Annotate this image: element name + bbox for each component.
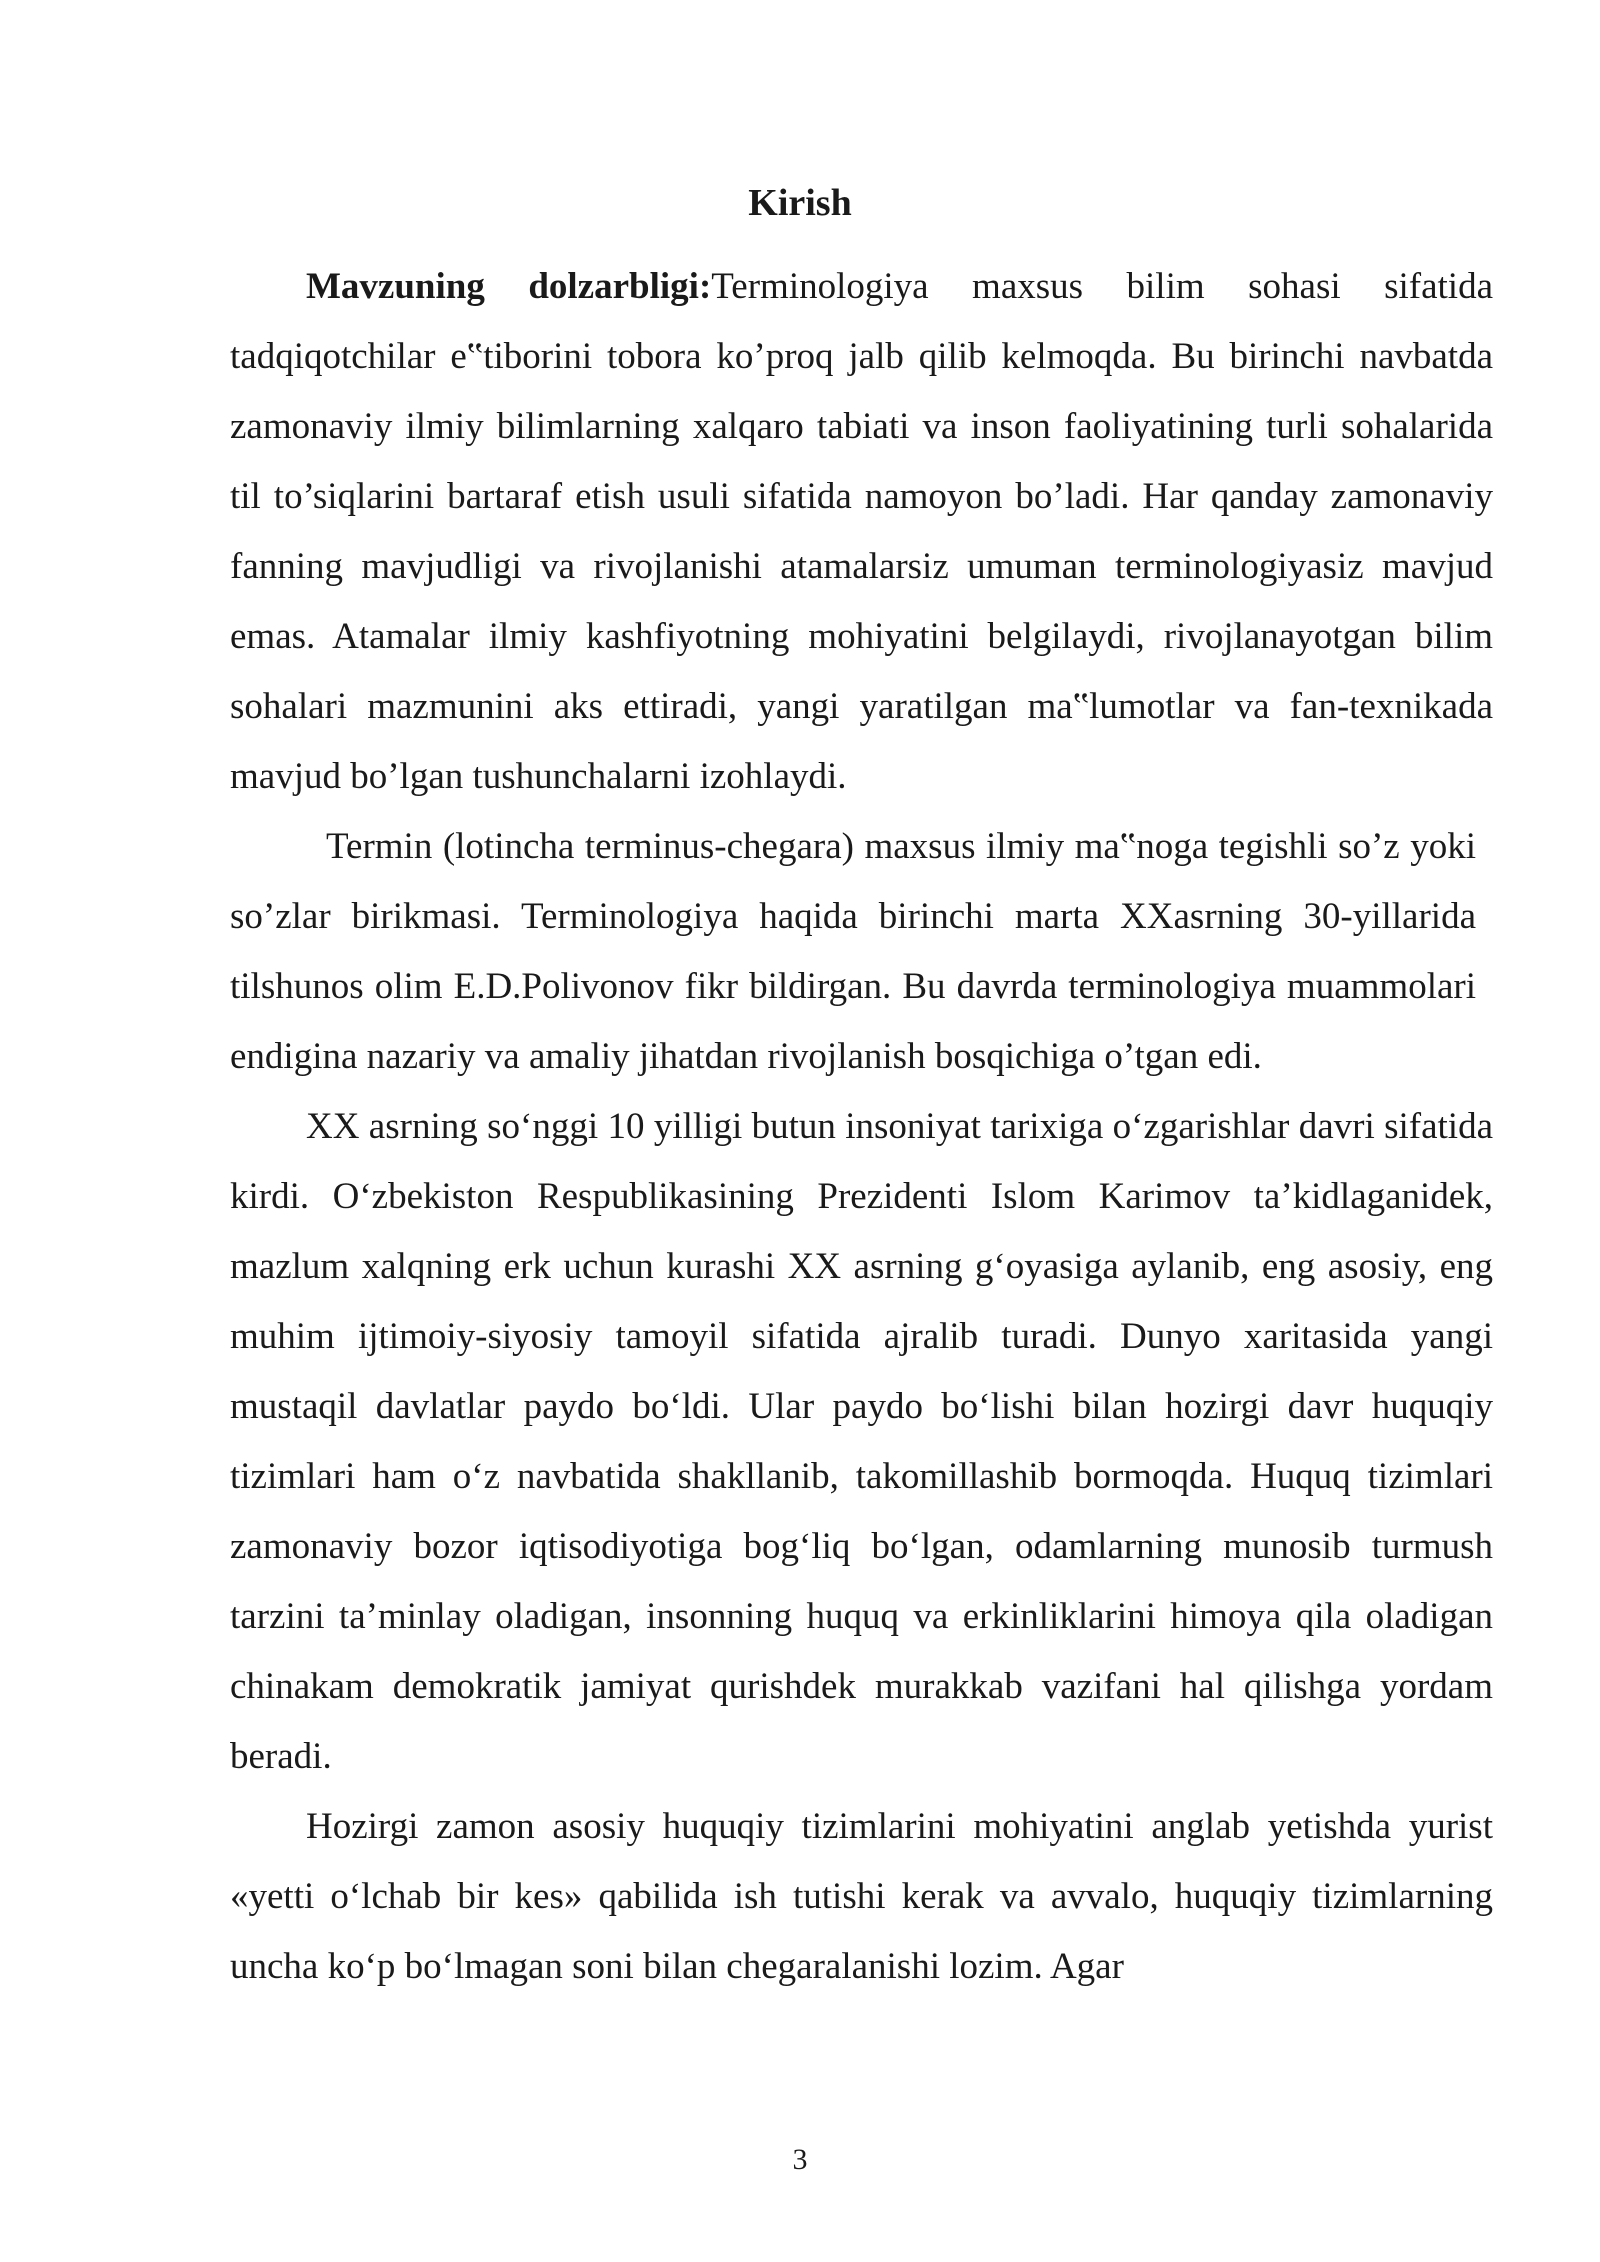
page-number: 3 (792, 2143, 808, 2176)
paragraph-history (230, 1092, 1493, 1792)
paragraph-legal-systems (230, 1792, 1493, 2002)
paragraph-text: XX asrning so‘nggi 10 yilligi butun insoniyat tarixiga o‘zgarishlar davri sifatida kirdi. O‘zbekiston Respublikasining Prezidenti Islom Karimov ta’kidlaganidek, mazlum xalqning erk uchun kurashi XX asrning g‘oyasiga aylanib, eng asosiy, eng muhim ijtimoiy-siyosiy tamoyil sifatida ajralib turadi. Dunyo xaritasida yangi mustaqil davlatlar paydo bo‘ldi. Ular paydo bo‘lishi bilan hozirgi davr huquqiy tizimlari ham o‘z navbatida shakllanib, takomillashib bormoqda. Huquq tizimlari zamonaviy bozor iqtisodiyotiga bog‘liq bo‘lgan, odamlarning munosib turmush tarzini ta’minlay oladigan, insonning huquq va erkinliklarini himoya qila oladigan chinakam demokratik jamiyat qurishdek murakkab vazifani hal qilishga yordam beradi. (230, 1106, 1493, 1777)
paragraph-text: Terminologiya maxsus bilim sohasi sifatida tadqiqotchilar e‟tiborini tobora ko’proq jalb qilib kelmoqda. Bu birinchi navbatda zamonaviy ilmiy bilimlarning xalqaro tabiati va inson faoliyatining turli sohalarida til to’siqlarini bartaraf etish usuli sifatida namoyon bo’ladi. Har qanday zamonaviy fanning mavjudligi va rivojlanishi atamalarsiz umuman terminologiyasiz mavjud emas. Atamalar ilmiy kashfiyotning mohiyatini belgilaydi, rivojlanayotgan bilim sohalari mazmunini aks ettiradi, yangi yaratilgan ma‟lumotlar va fan-texnikada mavjud bo’lgan tushunchalarni izohlaydi. (230, 266, 1493, 797)
page-title: Kirish (748, 182, 852, 224)
paragraph-term-definition (230, 812, 1476, 1092)
paragraph-text: Termin (lotincha terminus-chegara) maxsus ilmiy ma‟noga tegishli so’z yoki so’zlar birikmasi. Terminologiya haqida birinchi marta XXasrning 30-yillarida tilshunos olim E.D.Polivonov fikr bildirgan. Bu davrda terminologiya muammolari endigina nazariy va amaliy jihatdan rivojlanish bosqichiga o’tgan edi. (230, 826, 1476, 1077)
paragraph-text: Hozirgi zamon asosiy huquqiy tizimlarini mohiyatini anglab yetishda yurist «yetti o‘lchab bir kes» qabilida ish tutishi kerak va avvalo, huquqiy tizimlarning uncha ko‘p bo‘lmagan soni bilan chegaralanishi lozim. Agar (230, 1806, 1493, 1987)
body-text (230, 252, 1493, 2002)
paragraph-relevance (230, 252, 1493, 812)
paragraph-lead: Mavzuning dolzarbligi: (306, 266, 712, 307)
